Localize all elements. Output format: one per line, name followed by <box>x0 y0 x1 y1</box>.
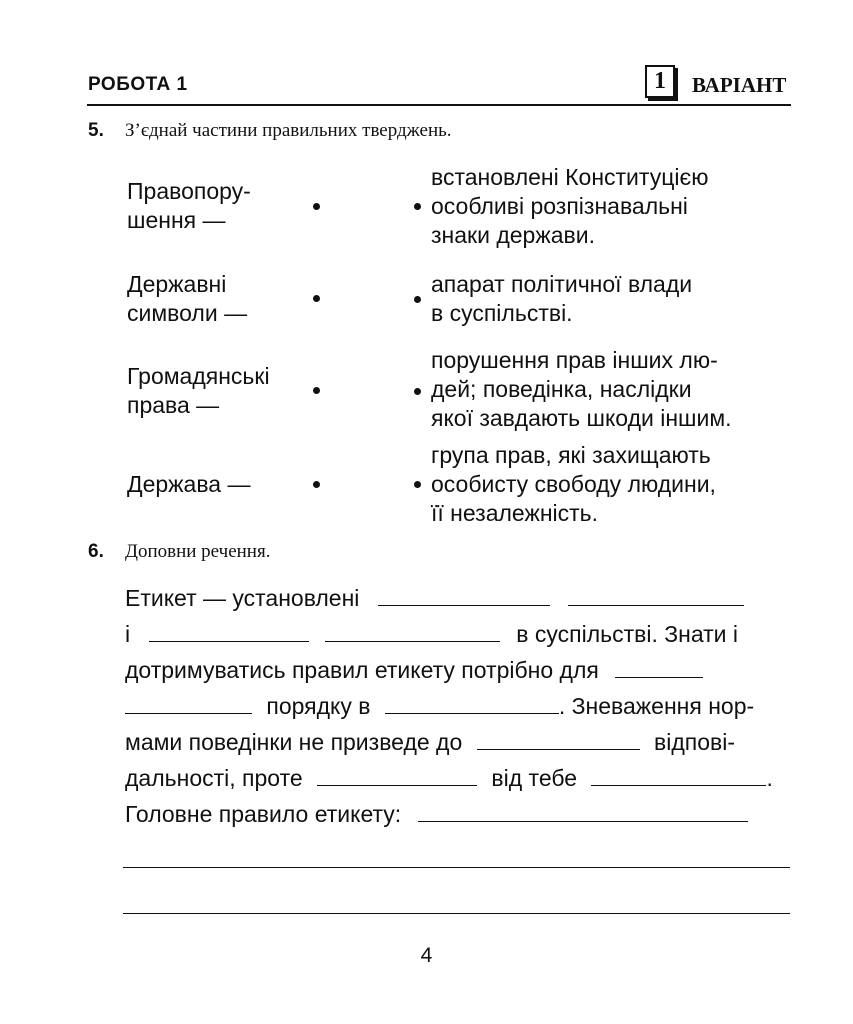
left-connection-dot-1[interactable] <box>313 203 320 210</box>
sentence-line-5: мами поведінки не призведе до відпові- <box>125 729 736 755</box>
answer-blank-4[interactable] <box>325 640 500 642</box>
right-item-4: група прав, які захищають особисту свободу людини, її незалежність. <box>431 442 716 526</box>
sentence-line-3: дотримуватись правил етикету потрібно для <box>125 657 703 684</box>
answer-blank-9[interactable] <box>317 784 477 786</box>
left-connection-dot-2[interactable] <box>313 295 320 302</box>
variant-label: ВАРІАНТ <box>692 73 787 97</box>
answer-blank-5[interactable] <box>615 676 703 678</box>
right-connection-dot-4[interactable] <box>414 481 421 488</box>
task6-number: 6. <box>88 541 104 562</box>
answer-blank-10[interactable] <box>591 784 766 786</box>
header-divider <box>87 104 791 106</box>
left-connection-dot-4[interactable] <box>313 481 320 488</box>
answer-line-1[interactable] <box>123 867 790 868</box>
answer-blank-11[interactable] <box>418 820 748 822</box>
page-number: 4 <box>420 944 433 967</box>
answer-blank-7[interactable] <box>385 712 559 714</box>
right-connection-dot-3[interactable] <box>414 388 421 395</box>
right-item-2: апарат політичної влади в суспільстві. <box>431 271 693 326</box>
task5-instruction: З’єднай частини правильних тверджень. <box>125 120 452 141</box>
variant-number-box: 1 <box>645 65 675 98</box>
sentence-line-6: дальності, проте від тебе . <box>125 765 773 791</box>
right-item-3: порушення прав інших лю- дей; поведінка, наслідки якої завдають шкоди іншим. <box>431 347 732 431</box>
sentence-line-7: Головне правило етикету: <box>125 801 748 828</box>
task5-number: 5. <box>88 120 104 141</box>
answer-blank-2[interactable] <box>568 604 744 606</box>
answer-blank-3[interactable] <box>149 640 309 642</box>
task6-instruction: Доповни речення. <box>125 541 271 562</box>
work-title: РОБОТА 1 <box>88 74 188 95</box>
left-item-3: Громадянські права — <box>127 363 270 418</box>
right-connection-dot-1[interactable] <box>414 203 421 210</box>
sentence-line-4: порядку в . Зневаження нор- <box>125 693 754 720</box>
answer-blank-8[interactable] <box>477 748 640 750</box>
right-item-1: встановлені Конституцією особливі розпізнавальні знаки держави. <box>431 164 709 248</box>
left-item-1: Правопору- шення — <box>127 178 251 233</box>
answer-line-2[interactable] <box>123 913 790 914</box>
left-connection-dot-3[interactable] <box>313 387 320 394</box>
sentence-line-1: Етикет — установлені <box>125 585 744 612</box>
sentence-line-2: і в суспільстві. Знати і <box>125 621 739 647</box>
left-item-4: Держава — <box>127 471 251 497</box>
left-item-2: Державні символи — <box>127 271 248 326</box>
answer-blank-6[interactable] <box>125 712 252 714</box>
right-connection-dot-2[interactable] <box>414 296 421 303</box>
answer-blank-1[interactable] <box>378 604 550 606</box>
